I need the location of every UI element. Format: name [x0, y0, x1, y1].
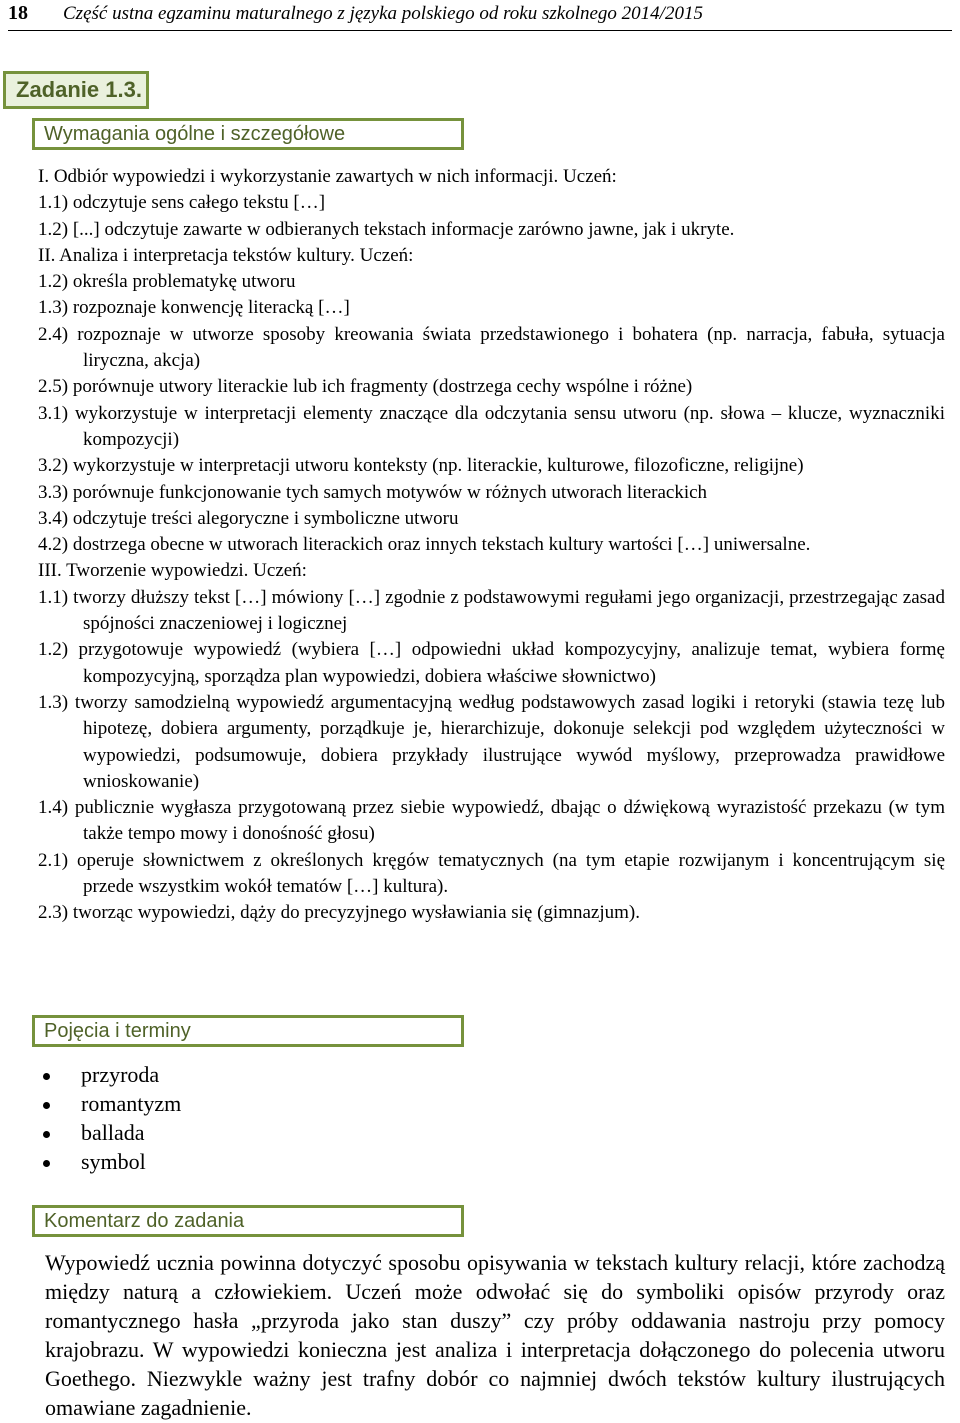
term-label: ballada — [81, 1120, 145, 1145]
term-label: symbol — [81, 1149, 146, 1174]
requirement-item: 3.2) wykorzystuje w interpretacji utworu konteksty (np. literackie, kulturowe, filozoficzne, religijne) — [38, 455, 804, 477]
bullet-icon — [43, 1073, 50, 1080]
requirement-item: 1.2) [...] odczytuje zawarte w odbieranych tekstach informacje zarówno jawne, jak i ukryte. — [38, 218, 735, 240]
requirement-item: 1.2) przygotowuje wypowiedź (wybiera […] odpowiedni układ kompozycyjny, analizuje temat, wybiera formę kompozycyjną, sporządza plan wypowiedzi, dobiera właściwe słownictwo) — [38, 639, 945, 687]
requirements-heading: Wymagania ogólne i szczegółowe — [44, 123, 346, 145]
requirement-item: 2.4) rozpoznaje w utworze sposoby kreowania świata przedstawionego i bohatera (np. narracja, fabuła, sytuacja liryczna, akcja) — [38, 323, 945, 372]
comment-heading: Komentarz do zadania — [44, 1210, 245, 1232]
requirement-item: 1.2) określa problematykę utworu — [38, 271, 296, 293]
requirements-heading-box — [32, 118, 464, 150]
requirement-item: 2.3) tworząc wypowiedzi, dąży do precyzyjnego wysławiania się (gimnazjum). — [38, 902, 640, 924]
term-item — [43, 1118, 181, 1147]
page-header — [8, 0, 952, 31]
requirement-item: 1.3) rozpoznaje konwencję literacką […] — [38, 297, 350, 319]
requirement-item: 3.4) odczytuje treści alegoryczne i symboliczne utworu — [38, 507, 459, 529]
requirement-item: 1.1) tworzy dłuższy tekst […] mówiony […] zgodnie z podstawowymi regułami jego organizacji, przestrzegając zasad spójności znaczeniowej i logicznej — [38, 586, 945, 635]
terms-heading-box — [32, 1015, 464, 1047]
requirement-item: 4.2) dostrzega obecne w utworach literackich oraz innych tekstach kultury wartości […] uniwersalne. — [38, 534, 811, 556]
comment-heading-box — [32, 1205, 464, 1237]
requirement-item: 2.1) operuje słownictwem z określonych kręgów tematycznych (na tym etapie rozwijanym i koncentrującym się przede wszystkim wokół tematów […] kultura). — [38, 849, 945, 898]
terms-list — [43, 1060, 181, 1176]
term-item — [43, 1089, 181, 1118]
running-title: Część ustna egzaminu maturalnego z języka polskiego od roku szkolnego 2014/2015 — [63, 3, 703, 24]
term-item — [43, 1060, 181, 1089]
page-number: 18 — [8, 2, 28, 24]
bullet-icon — [43, 1131, 50, 1138]
requirement-item: 1.4) publicznie wygłasza przygotowaną przez siebie wypowiedź, dbając o dźwiękową wyrazistość przekazu (w tym także tempo mowy i donośność głosu) — [38, 797, 945, 845]
requirement-item: 2.5) porównuje utwory literackie lub ich fragmenty (dostrzega cechy wspólne i różne) — [38, 376, 693, 398]
term-label: romantyzm — [81, 1091, 182, 1116]
requirements-section-heading: III. Tworzenie wypowiedzi. Uczeń: — [38, 560, 307, 582]
requirement-item: 1.3) tworzy samodzielną wypowiedź argumentacyjną według podstawowych zasad logiki i retoryki (stawia tezę lub hipotezę, dobiera argumenty, porządkuje je, hierarchizuje, dokonuje selekcji pod względem użyteczności w wypowiedzi, podsumowuje, dobiera przykłady ilustrujące wywód myślowy, przeprowadza prawidłowe wnioskowanie) — [38, 691, 945, 792]
term-item — [43, 1147, 181, 1176]
task-title: Zadanie 1.3. — [16, 77, 142, 102]
requirements-section-heading: I. Odbiór wypowiedzi i wykorzystanie zawartych w nich informacji. Uczeń: — [38, 166, 617, 187]
bullet-icon — [43, 1102, 50, 1109]
term-label: przyroda — [81, 1062, 160, 1087]
task-title-box — [3, 71, 149, 109]
requirement-item: 3.1) wykorzystuje w interpretacji elementy znaczące dla odczytania sensu utworu (np. słowa – klucze, wyznaczniki kompozycji) — [38, 402, 945, 450]
requirement-item: 1.1) odczytuje sens całego tekstu […] — [38, 192, 326, 214]
bullet-icon — [43, 1160, 50, 1167]
requirement-item: 3.3) porównuje funkcjonowanie tych samych motywów w różnych utworach literackich — [38, 481, 708, 503]
comment-text: Wypowiedź ucznia powinna dotyczyć sposobu opisywania w tekstach kultury relacji, które zachodzą między naturą a człowiekiem. Uczeń może odwołać się do symboliki opisów przyrody oraz romantycznego hasła „przyroda jako stan duszy” czy próby oddawania nastroju przy pomocy krajobrazu. W wypowiedzi konieczna jest analiza i interpretacja dołączonego do polecenia utworu Goethego. Niezwykle ważny jest trafny dobór co najmniej dwóch tekstów kultury ilustrujących omawiane zagadnienie. — [45, 1250, 945, 1420]
requirements-section-heading: II. Analiza i interpretacja tekstów kultury. Uczeń: — [38, 244, 414, 266]
terms-heading: Pojęcia i terminy — [44, 1020, 191, 1042]
requirements-list — [38, 164, 945, 927]
